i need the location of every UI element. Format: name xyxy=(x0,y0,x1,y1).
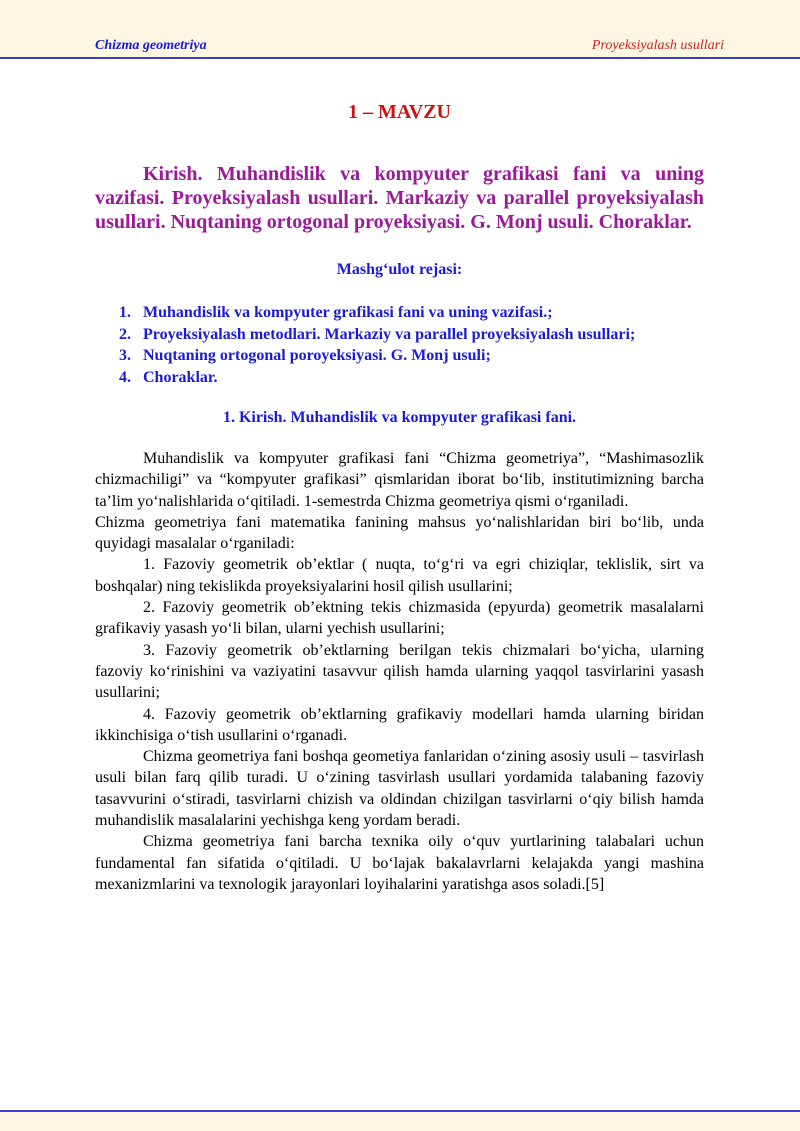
page-content xyxy=(95,100,704,895)
page-footer xyxy=(0,1112,800,1131)
header-right-title: Proyeksiyalash usullari xyxy=(591,38,724,53)
plan-item-text: Muhandislik va kompyuter grafikasi fani va uning vazifasi.; xyxy=(143,304,553,321)
body-paragraph: Muhandislik va kompyuter grafikasi fani “Chizma geometriya”, “Mashimasozlik chizmachiligi” va “kompyuter grafikasi” qismlaridan iborat bo‘lib, institutimizning barcha ta’lim yo‘nalishlarida o‘qitiladi. 1-semestrda Chizma geometriya qismi o‘rganiladi. xyxy=(95,450,704,510)
body-paragraph: 3. Fazoviy geometrik ob’ektlarning berilgan tekis chizmalari bo‘yicha, ularning fazoviy ko‘rinishini va vaziyatini tasavvur qilish hamda ularning yaqqol tasvirlarini yasash usullarini; xyxy=(95,641,704,702)
body-text xyxy=(95,448,704,895)
body-paragraph: 2. Fazoviy geometrik ob’ektning tekis chizmasida (epyurda) geometrik masalalarni grafikaviy yasash yo‘li bilan, ularni yechish usullarini; xyxy=(95,599,704,638)
body-paragraph: Chizma geometriya fani barcha texnika oily o‘quv yurtlarining talabalari uchun fundamental fan sifatida o‘qitiladi. U bo‘lajak bakalavrlarni kelajakda yangi mashina mexanizmlarini va texnologik jarayonlari loyihalarini yaratishga asos soladi.[5] xyxy=(95,833,704,893)
plan-item-text: Nuqtaning ortogonal poroyeksiyasi. G. Monj usuli; xyxy=(143,347,491,364)
body-paragraph: 1. Fazoviy geometrik ob’ektlar ( nuqta, to‘g‘ri va egri chiziqlar, teklislik, sirt va boshqalar) ning tekislikda proyeksiyalarini hosil qilish usullarini; xyxy=(95,556,704,595)
plan-item-text: Choraklar. xyxy=(143,368,218,386)
plan-item xyxy=(95,367,704,389)
plan-item-text: Proyeksiyalash metodlari. Markaziy va parallel proyeksiyalash usullari; xyxy=(143,325,636,343)
body-paragraph: 4. Fazoviy geometrik ob’ektlarning grafikaviy modellari hamda ularning biridan ikkinchisiga o‘tish usullarini o‘rganadi. xyxy=(95,705,704,744)
plan-item-number: 1. xyxy=(119,304,131,321)
plan-list xyxy=(95,302,704,388)
plan-item xyxy=(95,302,704,324)
header-left-title: Chizma geometriya xyxy=(95,38,207,53)
body-paragraph: Chizma geometriya fani matematika fanining mahsus yo‘nalishlaridan biri bo‘lib, unda quyidagi masalalar o‘rganiladi: xyxy=(95,513,704,553)
section-title: 1. Kirish. Muhandislik va kompyuter grafikasi fani. xyxy=(222,409,577,426)
plan-item-number: 2. xyxy=(119,325,131,343)
plan-item-number: 4. xyxy=(119,368,131,386)
plan-title: Mashg‘ulot rejasi: xyxy=(336,261,463,278)
body-paragraph: Chizma geometriya fani boshqa geometiya fanlaridan o‘zining asosiy usuli – tasvirlash usuli bilan farq qilib turadi. U o‘zining tasvirlash usullari yordamida talabaning fazoviy tasavvurini o‘stiradi, tasvirlarni chizish va oldindan chizilgan tasvirlarni o‘qiy bilish hamda muhandislik masalalarini yechishga keng yordam beradi. xyxy=(95,748,704,830)
header-divider xyxy=(0,57,800,59)
lesson-topic: Kirish. Muhandislik va kompyuter grafikasi fani va uning vazifasi. Proyeksiyalash usullari. Markaziy va parallel proyeksiyalash usullari. Nuqtaning ortogonal proyeksiyasi. G. Monj usuli. Choraklar. xyxy=(95,163,704,233)
lesson-number: 1 – MAVZU xyxy=(348,101,451,123)
plan-item xyxy=(95,324,704,346)
plan-item xyxy=(95,345,704,367)
plan-item-number: 3. xyxy=(119,347,131,364)
